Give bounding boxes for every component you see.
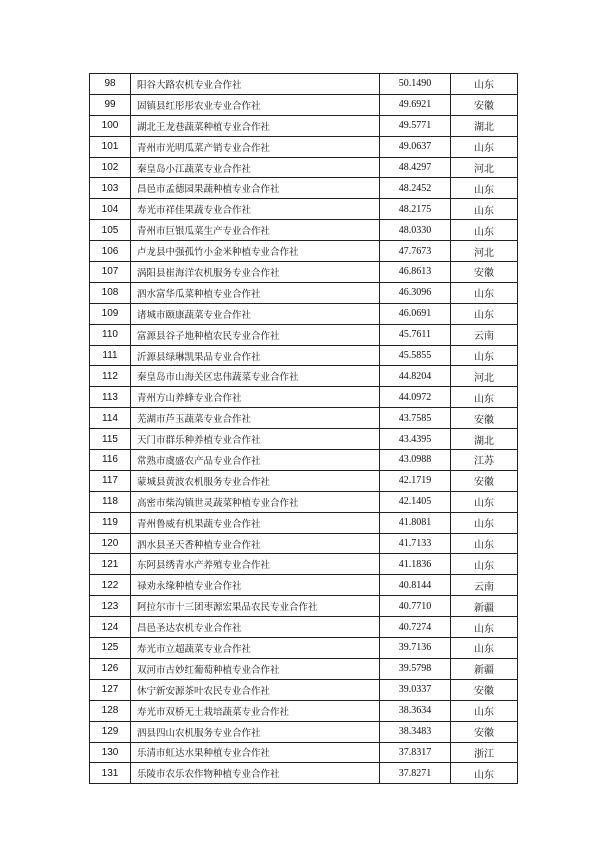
rank-cell: 123 — [90, 596, 131, 617]
cooperative-name-cell: 泗县四山农机服务专业合作社 — [131, 721, 380, 742]
score-cell: 46.8613 — [380, 262, 451, 283]
province-cell: 山东 — [451, 178, 518, 199]
rank-cell: 103 — [90, 178, 131, 199]
table-row — [90, 658, 518, 679]
cooperative-name-cell: 休宁新安源茶叶农民专业合作社 — [131, 679, 380, 700]
rank-cell: 130 — [90, 742, 131, 763]
cooperative-name-cell: 蒙城县黄波农机服务专业合作社 — [131, 470, 380, 491]
province-cell: 山东 — [451, 491, 518, 512]
rank-cell: 113 — [90, 387, 131, 408]
table-row — [90, 533, 518, 554]
rank-cell: 117 — [90, 470, 131, 491]
province-cell: 湖北 — [451, 429, 518, 450]
table-row — [90, 366, 518, 387]
table-row — [90, 157, 518, 178]
table-row — [90, 491, 518, 512]
province-cell: 江苏 — [451, 450, 518, 471]
province-cell: 山东 — [451, 74, 518, 95]
score-cell: 41.8081 — [380, 512, 451, 533]
score-cell: 48.2175 — [380, 199, 451, 220]
rank-cell: 106 — [90, 241, 131, 262]
rank-cell: 119 — [90, 512, 131, 533]
cooperative-name-cell: 昌邑圣达农机专业合作社 — [131, 617, 380, 638]
table-row — [90, 74, 518, 95]
rank-cell: 127 — [90, 679, 131, 700]
cooperative-name-cell: 高密市柴沟镇世灵蔬菜种植专业合作社 — [131, 491, 380, 512]
cooperative-name-cell: 寿光市立超蔬菜专业合作社 — [131, 638, 380, 659]
score-cell: 38.3483 — [380, 721, 451, 742]
province-cell: 山东 — [451, 136, 518, 157]
province-cell: 山东 — [451, 700, 518, 721]
rank-cell: 111 — [90, 345, 131, 366]
score-cell: 42.1405 — [380, 491, 451, 512]
cooperative-name-cell: 常熟市虞盛农产品专业合作社 — [131, 450, 380, 471]
cooperative-name-cell: 寿光市祥佳果蔬专业合作社 — [131, 199, 380, 220]
province-cell: 浙江 — [451, 742, 518, 763]
table-row — [90, 554, 518, 575]
rank-cell: 108 — [90, 282, 131, 303]
score-cell: 40.7710 — [380, 596, 451, 617]
rank-cell: 115 — [90, 429, 131, 450]
cooperative-name-cell: 涡阳县崔海洋农机服务专业合作社 — [131, 262, 380, 283]
rank-cell: 114 — [90, 408, 131, 429]
score-cell: 45.5855 — [380, 345, 451, 366]
cooperative-name-cell: 秦皇岛小江蔬菜专业合作社 — [131, 157, 380, 178]
province-cell: 山东 — [451, 199, 518, 220]
province-cell: 安徽 — [451, 721, 518, 742]
rank-cell: 120 — [90, 533, 131, 554]
table-row — [90, 241, 518, 262]
table-row — [90, 220, 518, 241]
rank-cell: 104 — [90, 199, 131, 220]
table-row — [90, 324, 518, 345]
province-cell: 山东 — [451, 303, 518, 324]
cooperative-name-cell: 湖北王龙巷蔬菜种植专业合作社 — [131, 115, 380, 136]
rank-cell: 101 — [90, 136, 131, 157]
province-cell: 河北 — [451, 366, 518, 387]
cooperative-name-cell: 卢龙县中强孤竹小金米种植专业合作社 — [131, 241, 380, 262]
score-cell: 48.0330 — [380, 220, 451, 241]
table-row — [90, 115, 518, 136]
rank-cell: 116 — [90, 450, 131, 471]
score-cell: 46.3096 — [380, 282, 451, 303]
cooperative-name-cell: 禄劝永缘种植专业合作社 — [131, 575, 380, 596]
rank-cell: 118 — [90, 491, 131, 512]
cooperative-name-cell: 青州鲁威有机果蔬专业合作社 — [131, 512, 380, 533]
cooperative-name-cell: 泗水县圣天香种植专业合作社 — [131, 533, 380, 554]
province-cell: 云南 — [451, 575, 518, 596]
rank-cell: 125 — [90, 638, 131, 659]
table-row — [90, 742, 518, 763]
cooperative-ranking-table — [89, 73, 518, 784]
cooperative-name-cell: 阿拉尔市十三团枣源宏果品农民专业合作社 — [131, 596, 380, 617]
table-body — [90, 74, 518, 784]
table-row — [90, 94, 518, 115]
cooperative-name-cell: 富源县谷子地种植农民专业合作社 — [131, 324, 380, 345]
rank-cell: 129 — [90, 721, 131, 742]
rank-cell: 121 — [90, 554, 131, 575]
rank-cell: 98 — [90, 74, 131, 95]
score-cell: 48.4297 — [380, 157, 451, 178]
province-cell: 安徽 — [451, 470, 518, 491]
province-cell: 山东 — [451, 512, 518, 533]
cooperative-name-cell: 寿光市双桥无土栽培蔬菜专业合作社 — [131, 700, 380, 721]
score-cell: 39.0337 — [380, 679, 451, 700]
table-row — [90, 408, 518, 429]
province-cell: 山东 — [451, 387, 518, 408]
table-row — [90, 303, 518, 324]
score-cell: 37.8271 — [380, 763, 451, 784]
score-cell: 45.7611 — [380, 324, 451, 345]
rank-cell: 112 — [90, 366, 131, 387]
province-cell: 河北 — [451, 157, 518, 178]
score-cell: 42.1719 — [380, 470, 451, 491]
score-cell: 40.7274 — [380, 617, 451, 638]
table-row — [90, 450, 518, 471]
province-cell: 山东 — [451, 345, 518, 366]
score-cell: 41.1836 — [380, 554, 451, 575]
table-row — [90, 199, 518, 220]
table-row — [90, 763, 518, 784]
score-cell: 43.7585 — [380, 408, 451, 429]
rank-cell: 128 — [90, 700, 131, 721]
table-row — [90, 638, 518, 659]
cooperative-name-cell: 双河市古妙红葡萄种植专业合作社 — [131, 658, 380, 679]
cooperative-name-cell: 秦皇岛市山海关区忠伟蔬菜专业合作社 — [131, 366, 380, 387]
cooperative-name-cell: 东阿县绣青水产养殖专业合作社 — [131, 554, 380, 575]
score-cell: 49.6921 — [380, 94, 451, 115]
rank-cell: 122 — [90, 575, 131, 596]
table-row — [90, 387, 518, 408]
cooperative-name-cell: 沂源县绿琳凯果品专业合作社 — [131, 345, 380, 366]
cooperative-name-cell: 诸城市颐康蔬菜专业合作社 — [131, 303, 380, 324]
cooperative-name-cell: 乐陵市农乐农作物种植专业合作社 — [131, 763, 380, 784]
table-row — [90, 617, 518, 638]
rank-cell: 99 — [90, 94, 131, 115]
score-cell: 43.0988 — [380, 450, 451, 471]
province-cell: 山东 — [451, 220, 518, 241]
cooperative-name-cell: 固镇县红彤彤农业专业合作社 — [131, 94, 380, 115]
province-cell: 安徽 — [451, 262, 518, 283]
table-row — [90, 575, 518, 596]
rank-cell: 107 — [90, 262, 131, 283]
score-cell: 46.0691 — [380, 303, 451, 324]
province-cell: 安徽 — [451, 94, 518, 115]
rank-cell: 124 — [90, 617, 131, 638]
score-cell: 43.4395 — [380, 429, 451, 450]
table-row — [90, 512, 518, 533]
score-cell: 47.7673 — [380, 241, 451, 262]
cooperative-name-cell: 泗水富华瓜菜种植专业合作社 — [131, 282, 380, 303]
score-cell: 44.0972 — [380, 387, 451, 408]
score-cell: 38.3634 — [380, 700, 451, 721]
province-cell: 新疆 — [451, 658, 518, 679]
table-row — [90, 282, 518, 303]
province-cell: 山东 — [451, 554, 518, 575]
score-cell: 49.5771 — [380, 115, 451, 136]
rank-cell: 110 — [90, 324, 131, 345]
rank-cell: 131 — [90, 763, 131, 784]
table-row — [90, 345, 518, 366]
province-cell: 山东 — [451, 763, 518, 784]
score-cell: 50.1490 — [380, 74, 451, 95]
score-cell: 37.8317 — [380, 742, 451, 763]
cooperative-name-cell: 昌邑市孟德园果蔬种植专业合作社 — [131, 178, 380, 199]
cooperative-name-cell: 天门市群乐种养植专业合作社 — [131, 429, 380, 450]
cooperative-name-cell: 青州市光明瓜菜产销专业合作社 — [131, 136, 380, 157]
province-cell: 云南 — [451, 324, 518, 345]
score-cell: 48.2452 — [380, 178, 451, 199]
score-cell: 49.0637 — [380, 136, 451, 157]
table-row — [90, 262, 518, 283]
cooperative-name-cell: 青州市巨银瓜菜生产专业合作社 — [131, 220, 380, 241]
cooperative-name-cell: 阳谷大路农机专业合作社 — [131, 74, 380, 95]
province-cell: 湖北 — [451, 115, 518, 136]
cooperative-name-cell: 芜湖市芦玉蔬菜专业合作社 — [131, 408, 380, 429]
rank-cell: 105 — [90, 220, 131, 241]
rank-cell: 126 — [90, 658, 131, 679]
cooperative-name-cell: 乐清市虹达水果种植专业合作社 — [131, 742, 380, 763]
province-cell: 山东 — [451, 282, 518, 303]
score-cell: 40.8144 — [380, 575, 451, 596]
table-row — [90, 596, 518, 617]
province-cell: 山东 — [451, 533, 518, 554]
province-cell: 新疆 — [451, 596, 518, 617]
score-cell: 41.7133 — [380, 533, 451, 554]
province-cell: 安徽 — [451, 679, 518, 700]
province-cell: 山东 — [451, 617, 518, 638]
rank-cell: 102 — [90, 157, 131, 178]
table-row — [90, 679, 518, 700]
table-row — [90, 470, 518, 491]
table-row — [90, 429, 518, 450]
table-row — [90, 136, 518, 157]
province-cell: 山东 — [451, 638, 518, 659]
province-cell: 安徽 — [451, 408, 518, 429]
score-cell: 39.5798 — [380, 658, 451, 679]
table-row — [90, 178, 518, 199]
rank-cell: 109 — [90, 303, 131, 324]
cooperative-name-cell: 青州方山养蜂专业合作社 — [131, 387, 380, 408]
table-row — [90, 700, 518, 721]
rank-cell: 100 — [90, 115, 131, 136]
province-cell: 河北 — [451, 241, 518, 262]
score-cell: 44.8204 — [380, 366, 451, 387]
table-row — [90, 721, 518, 742]
score-cell: 39.7136 — [380, 638, 451, 659]
